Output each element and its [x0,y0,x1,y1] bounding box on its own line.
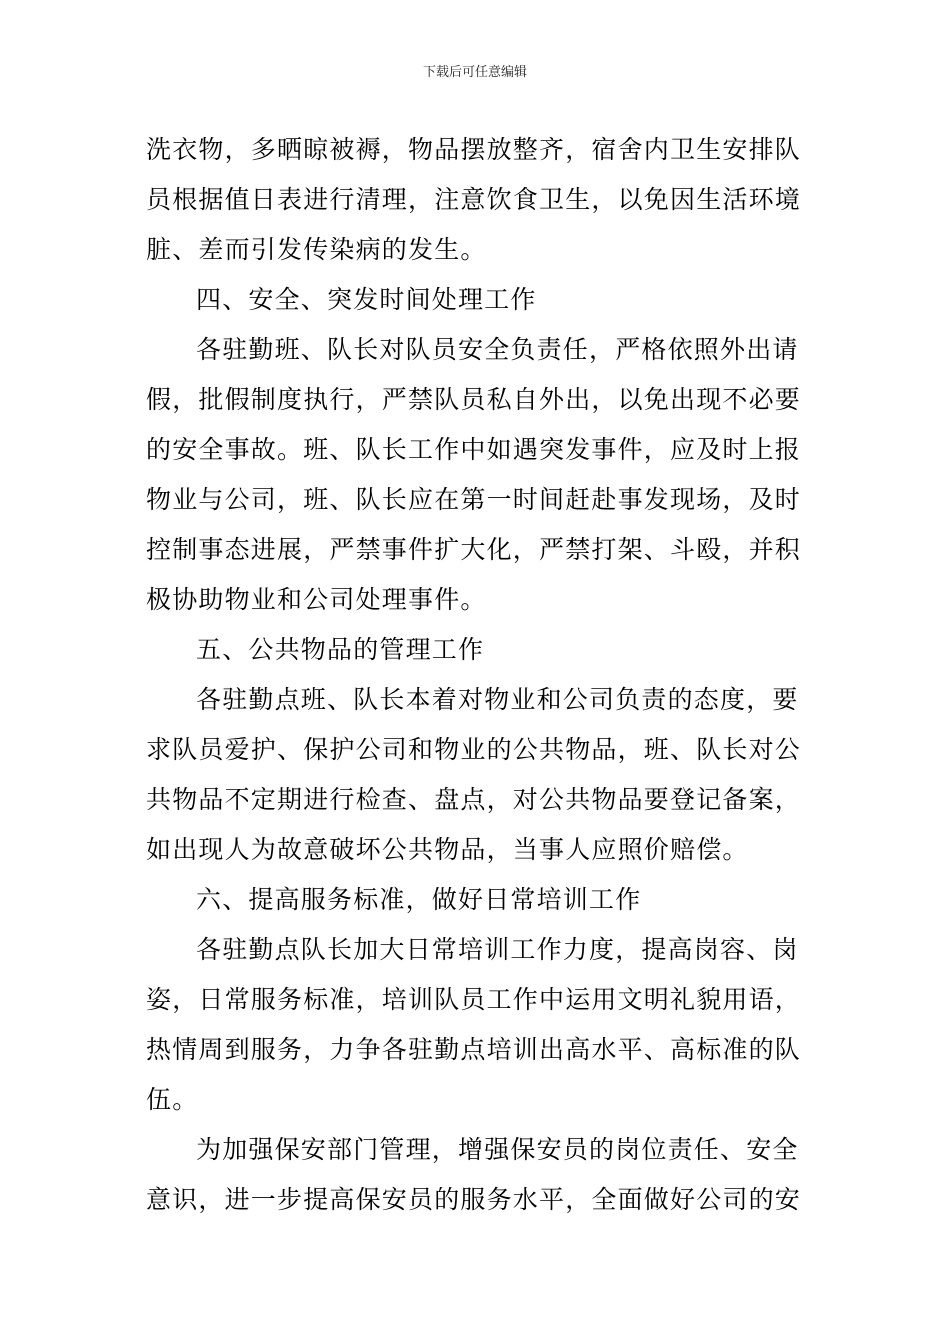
body-line: 控制事态进展，严禁事件扩大化，严禁打架、斗殴，并积 [146,535,802,564]
body-line: 伍。 [146,1085,199,1114]
body-line: 姿，日常服务标准，培训队员工作中运用文明礼貌用语， [146,985,802,1014]
body-line: 求队员爱护、保护公司和物业的公共物品，班、队长对公 [146,735,802,764]
body-line: 共物品不定期进行检查、盘点，对公共物品要登记备案， [146,785,802,814]
body-line: 脏、差而引发传染病的发生。 [146,235,487,264]
body-line: 意识，进一步提高保安员的服务水平，全面做好公司的安 [146,1185,802,1214]
body-line: 如出现人为故意破坏公共物品，当事人应照价赔偿。 [146,835,749,864]
body-line: 各驻勤点队长加大日常培训工作力度，提高岗容、岗 [196,935,799,964]
body-line: 各驻勤点班、队长本着对物业和公司负责的态度，要 [196,685,799,714]
body-line: 物业与公司，班、队长应在第一时间赶赴事发现场，及时 [146,485,802,514]
section-heading-6: 六、提高服务标准，做好日常培训工作 [196,885,642,914]
section-heading-4: 四、安全、突发时间处理工作 [196,285,537,314]
body-line: 为加强保安部门管理，增强保安员的岗位责任、安全 [196,1135,799,1164]
body-line: 极协助物业和公司处理事件。 [146,585,487,614]
page-header-note: 下载后可任意编辑 [422,65,527,80]
body-line: 假，批假制度执行，严禁队员私自外出，以免出现不必要 [146,385,802,414]
body-line: 各驻勤班、队长对队员安全负责任，严格依照外出请 [196,335,799,364]
body-line: 洗衣物，多晒晾被褥，物品摆放整齐，宿舍内卫生安排队 [146,135,802,164]
body-line: 员根据值日表进行清理，注意饮食卫生，以免因生活环境 [146,185,802,214]
body-line: 热情周到服务，力争各驻勤点培训出高水平、高标准的队 [146,1035,802,1064]
body-line: 的安全事故。班、队长工作中如遇突发事件，应及时上报 [146,435,802,464]
section-heading-5: 五、公共物品的管理工作 [196,635,485,664]
document-body [146,125,806,1225]
